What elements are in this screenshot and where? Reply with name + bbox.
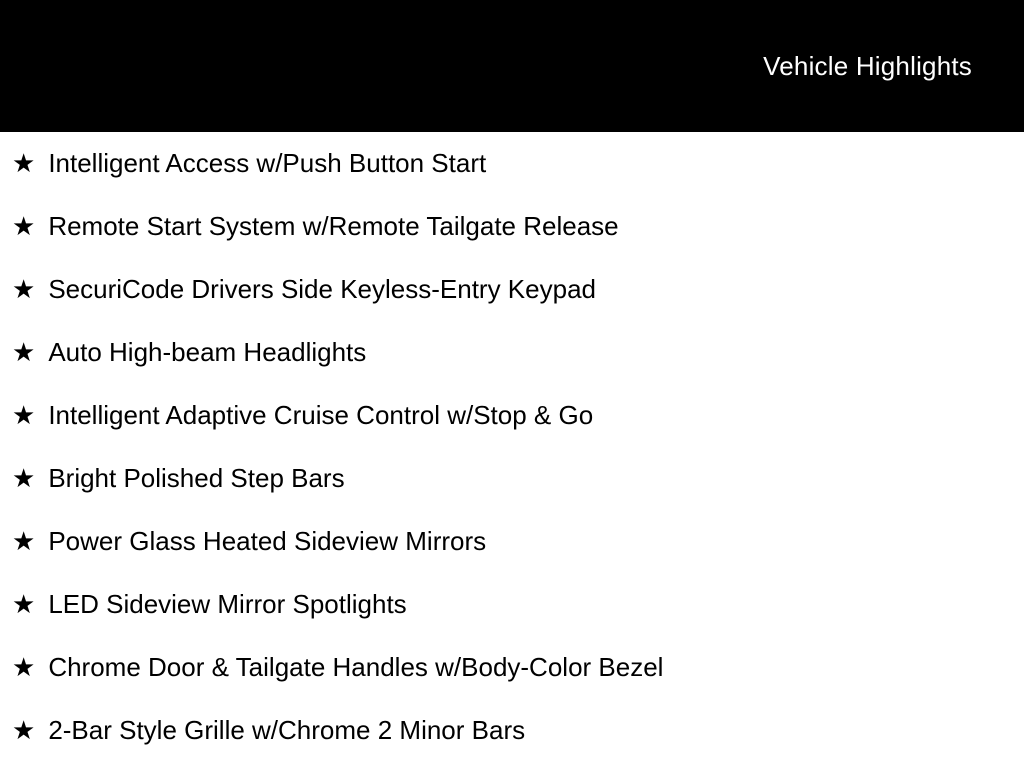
list-item (12, 573, 1024, 636)
star-icon: ★ (12, 463, 36, 494)
star-icon: ★ (12, 337, 36, 368)
list-item (12, 447, 1024, 510)
list-item-label: Intelligent Adaptive Cruise Control w/Stop & Go (48, 399, 594, 430)
list-item (12, 321, 1024, 384)
list-item-label: LED Sideview Mirror Spotlights (48, 588, 407, 619)
star-icon: ★ (12, 652, 36, 683)
page-title: Vehicle Highlights (763, 51, 972, 81)
list-item-label: Power Glass Heated Sideview Mirrors (48, 525, 487, 556)
star-icon: ★ (12, 589, 36, 620)
list-item (12, 510, 1024, 573)
list-item (12, 132, 1024, 195)
list-item-label: Bright Polished Step Bars (48, 462, 345, 493)
list-item-label: Auto High-beam Headlights (48, 336, 367, 367)
list-item (12, 384, 1024, 447)
list-item (12, 636, 1024, 699)
list-item-label: Chrome Door & Tailgate Handles w/Body-Color Bezel (48, 651, 664, 682)
list-item-label: Intelligent Access w/Push Button Start (48, 147, 487, 178)
list-item-label: 2-Bar Style Grille w/Chrome 2 Minor Bars (48, 714, 526, 745)
list-item (12, 699, 1024, 762)
star-icon: ★ (12, 400, 36, 431)
highlights-list (0, 132, 1024, 762)
star-icon: ★ (12, 148, 36, 179)
list-item (12, 258, 1024, 321)
header-bar (0, 0, 1024, 132)
star-icon: ★ (12, 211, 36, 242)
star-icon: ★ (12, 526, 36, 557)
star-icon: ★ (12, 274, 36, 305)
star-icon: ★ (12, 715, 36, 746)
list-item-label: Remote Start System w/Remote Tailgate Release (48, 210, 619, 241)
list-item-label: SecuriCode Drivers Side Keyless-Entry Keypad (48, 273, 596, 304)
list-item (12, 195, 1024, 258)
